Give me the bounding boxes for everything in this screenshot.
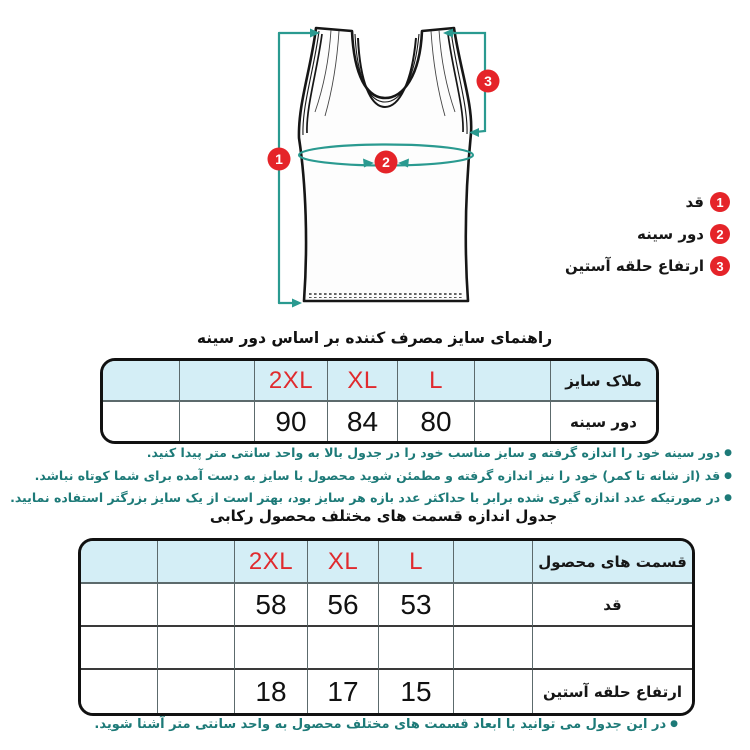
parts-header-cell: قسمت های محصول <box>533 541 692 584</box>
size-header-l: L <box>379 541 454 584</box>
legend-item-armhole <box>565 256 730 276</box>
empty-cell <box>103 402 180 441</box>
footer-note-text: در این جدول می توانید با ابعاد قسمت های مختلف محصول به واحد سانتی متر آشنا شوید. <box>94 717 667 732</box>
empty-cell <box>454 627 533 670</box>
empty-cell <box>81 627 158 670</box>
armhole-value-xl: 17 <box>308 670 379 713</box>
arrowhead-icon <box>292 299 302 308</box>
legend-2-label: دور سینه <box>637 225 704 243</box>
empty-cell <box>158 627 235 670</box>
measurement-notes <box>10 442 732 510</box>
size-header-2xl: 2XL <box>235 541 308 584</box>
legend-1-badge: 1 <box>710 192 730 212</box>
empty-cell <box>235 627 308 670</box>
empty-cell <box>81 670 158 713</box>
legend-3-label: ارتفاع حلقه آستین <box>565 257 704 275</box>
empty-cell <box>454 584 533 627</box>
note-text: در صورتیکه عدد اندازه گیری شده برابر با حداکثر عدد بازه هر سایز بود، بهتر است از یک سایز بزرگتر استفاده نمایید. <box>10 490 721 505</box>
size-guide-table <box>100 358 659 444</box>
criterion-header-cell: ملاک سایز <box>551 361 656 402</box>
legend-1-label: قد <box>685 193 704 211</box>
length-value-2xl: 58 <box>235 584 308 627</box>
empty-cell <box>454 670 533 713</box>
empty-cell <box>158 584 235 627</box>
empty-cell <box>475 402 551 441</box>
bullet-icon: ● <box>670 719 678 729</box>
note-line <box>18 465 732 488</box>
size-header-2xl: 2XL <box>255 361 328 402</box>
legend-item-chest <box>637 224 730 244</box>
bullet-icon: ● <box>724 448 732 458</box>
armhole-value-2xl: 18 <box>235 670 308 713</box>
size-header-l: L <box>398 361 475 402</box>
legend-2-badge: 2 <box>710 224 730 244</box>
size-header-xl: XL <box>328 361 398 402</box>
chest-value-xl: 84 <box>328 402 398 441</box>
legend-item-length <box>686 192 731 212</box>
length-value-xl: 56 <box>308 584 379 627</box>
marker-1-number: 1 <box>275 151 283 167</box>
length-row-label: قد <box>533 584 692 627</box>
chest-value-l: 80 <box>398 402 475 441</box>
tank-top-measurement-diagram <box>236 4 504 316</box>
size-header-xl: XL <box>308 541 379 584</box>
parts-table-title: جدول اندازه قسمت های مختلف محصول رکابی <box>209 507 558 525</box>
note-text: قد (از شانه تا کمر) خود را نیز اندازه گرفته و مطمئن شوید محصول با سایز به دست آمده برای شما کوتاه نباشد. <box>34 467 721 483</box>
bullet-icon: ● <box>724 493 732 503</box>
footer-note <box>94 717 678 732</box>
length-value-l: 53 <box>379 584 454 627</box>
empty-row-label <box>533 627 692 670</box>
armhole-row-label: ارتفاع حلقه آستین <box>533 670 692 713</box>
empty-cell <box>81 584 158 627</box>
chest-row-label: دور سینه <box>551 402 656 441</box>
empty-header-cell <box>158 541 235 584</box>
empty-header-cell <box>475 361 551 402</box>
marker-3-number: 3 <box>484 73 492 89</box>
size-guide-title: راهنمای سایز مصرف کننده بر اساس دور سینه <box>196 329 553 347</box>
empty-header-cell <box>103 361 180 402</box>
measurement-legend <box>565 192 730 276</box>
empty-header-cell <box>180 361 255 402</box>
legend-3-badge: 3 <box>710 256 730 276</box>
empty-cell <box>158 670 235 713</box>
marker-2-number: 2 <box>382 154 390 170</box>
empty-cell <box>308 627 379 670</box>
note-text: دور سینه خود را اندازه گرفته و سایز مناسب خود را در جدول بالا به واحد سانتی متر پیدا کنید. <box>146 445 721 460</box>
note-line <box>18 442 732 465</box>
empty-header-cell <box>454 541 533 584</box>
chest-value-2xl: 90 <box>255 402 328 441</box>
empty-cell <box>180 402 255 441</box>
empty-cell <box>379 627 454 670</box>
bullet-icon: ● <box>724 470 732 481</box>
parts-table <box>78 538 695 716</box>
armhole-value-l: 15 <box>379 670 454 713</box>
empty-header-cell <box>81 541 158 584</box>
